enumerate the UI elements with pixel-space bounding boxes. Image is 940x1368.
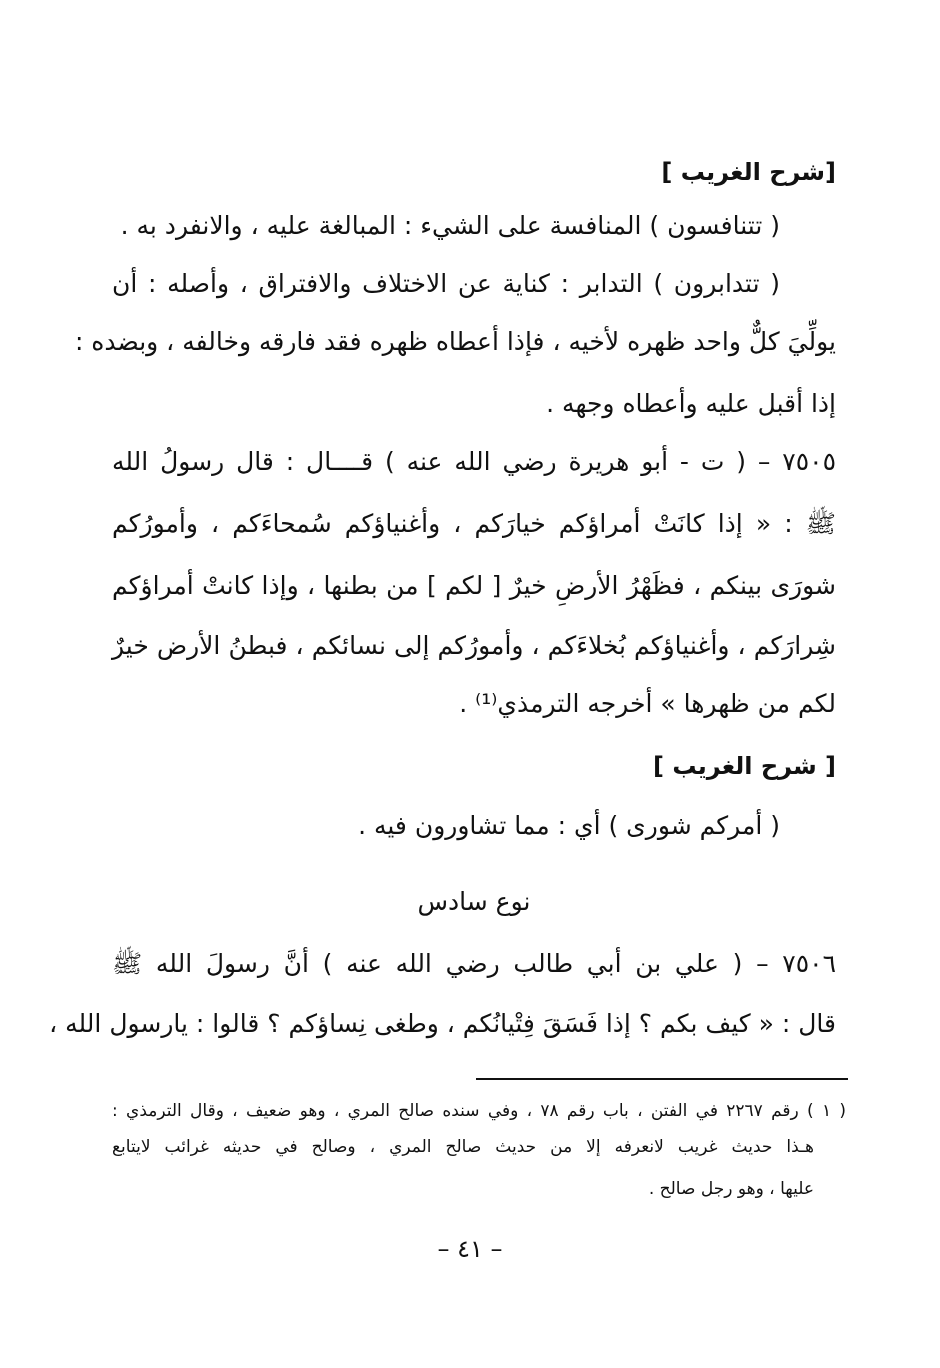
page-number: – ٤١ – <box>437 1235 503 1263</box>
footnote-line: ( ١ ) رقم ٢٢٦٧ في الفتن ، باب رقم ٧٨ ، وفي سنده صالح المري ، وهو ضعيف ، وقال الترمذي : <box>112 1101 846 1121</box>
hadith-7505-line: شورَى بينكم ، فظَهْرُ الأرضِ خيرٌ [ لكم ] من بطنها ، وإذا كانتْ أمراؤكم <box>112 571 836 600</box>
hadith-7505-line: ٧٥٠٥ – ( ت - أبو هريرة رضي الله عنه ) قــــال : قال رسولُ الله <box>112 447 836 476</box>
text-line: ( تتدابرون ) التدابر : كناية عن الاختلاف والافتراق ، وأصله : أن <box>112 269 780 298</box>
text-line: ( تتنافسون ) المنافسة على الشيء : المبالغة عليه ، والانفرد به . <box>120 211 780 240</box>
hadith-7506-line: قال : « كيف بكم ؟ إذا فَسَقَ فِتْيانُكم ، وطغى نِساؤكم ؟ قالوا : يارسول الله ، <box>49 1009 836 1038</box>
section-heading-gharib-2: [ شرح الغريب ] <box>653 752 836 780</box>
chapter-title: نوع سادس <box>417 887 531 916</box>
footnote-line: عليها ، وهو رجل صالح . <box>648 1179 814 1199</box>
footnote-line: هـذا حديث غريب لانعرفه إلا من حديث صالح المري ، وصالح في حديثه غرائب لايتابع <box>112 1137 814 1157</box>
text-line: ( أمركم شورى ) أي : مما تشاورون فيه . <box>358 811 780 840</box>
hadith-7505-line: شِرارَكم ، وأغنياؤكم بُخلاءَكم ، وأمورُكم إلى نسائكم ، فبطنُ الأرض خيرٌ <box>112 631 836 660</box>
text-line: يولِّيَ كلٌّ واحد ظهره لأخيه ، فإذا أعطاه ظهره فقد فارقه وخالفه ، وبضده : <box>74 327 836 356</box>
hadith-7506-line: ٧٥٠٦ – ( علي بن أبي طالب رضي الله عنه ) أنَّ رسولَ الله ﷺ <box>112 949 836 978</box>
text-line: إذا أقبل عليه وأعطاه وجهه . <box>546 389 836 418</box>
hadith-7505-line: لكم من ظهرها » أخرجه الترمذي⁽¹⁾ . <box>459 689 836 718</box>
hadith-7505-line: ﷺ : « إذا كانَتْ أمراؤكم خيارَكم ، وأغنياؤكم سُمحاءَكم ، وأمورُكم <box>112 509 836 538</box>
footnote-divider <box>476 1078 848 1080</box>
section-heading-gharib-1: [شرح الغريب ] <box>661 158 836 186</box>
